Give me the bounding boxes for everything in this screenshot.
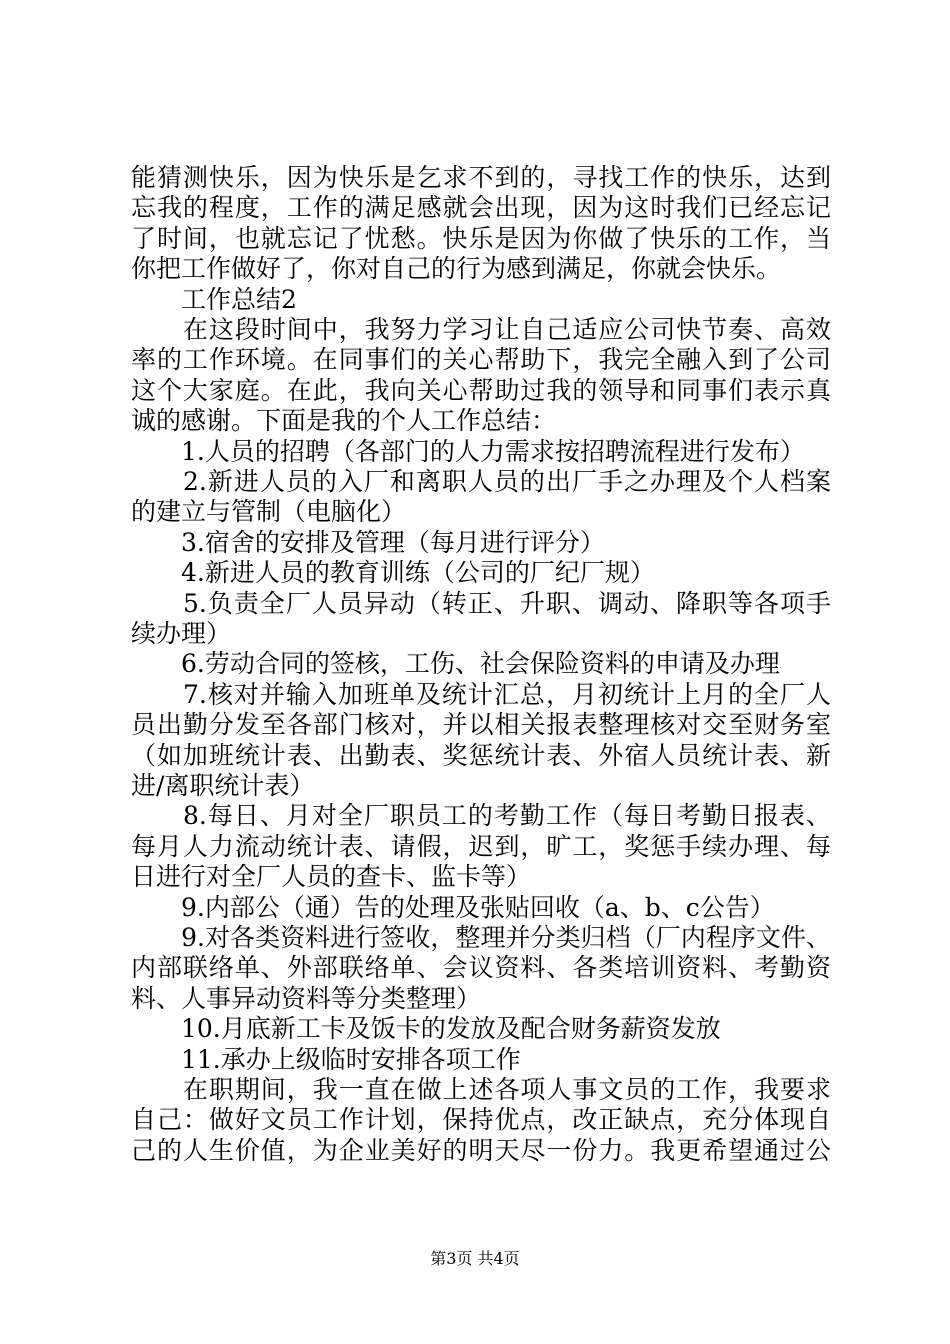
text-line: 6.劳动合同的签核，工伤、社会保险资料的申请及办理 [131, 649, 780, 679]
page-footer: 第3页 共4页 [430, 1249, 520, 1268]
text-line: 7.核对并输入加班单及统计汇总，月初统计上月的全厂人 [131, 679, 831, 709]
text-line: 9.对各类资料进行签收，整理并分类归档（厂内程序文件、 [131, 923, 831, 952]
text-line: 1.人员的招聘（各部门的人力需求按招聘流程进行发布） [131, 436, 805, 466]
text-line: 5.负责全厂人员异动（转正、升职、调动、降职等各项手 [131, 588, 831, 618]
text-line: 8.每日、月对全厂职员工的考勤工作（每日考勤日报表、 [131, 801, 831, 831]
text-line: 料、人事异动资料等分类整理） [131, 983, 482, 1013]
text-line: 能猜测快乐，因为快乐是乞求不到的，寻找工作的快乐，达到 [131, 163, 831, 192]
text-line: 了时间，也就忘记了忧愁。快乐是因为你做了快乐的工作，当 [131, 223, 831, 253]
text-line: 这个大家庭。在此，我向关心帮助过我的领导和同事们表示真 [131, 375, 831, 405]
text-line: 诚的感谢。下面是我的个人工作总结： [131, 406, 557, 436]
text-line: 的建立与管制（电脑化） [131, 497, 407, 527]
text-line: 2.新进人员的入厂和离职人员的出厂手之办理及个人档案 [131, 467, 831, 496]
text-line: 日进行对全厂人员的查卡、监卡等） [131, 862, 532, 892]
text-line: 自己：做好文员工作计划，保持优点，改正缺点，充分体现自 [131, 1105, 831, 1135]
text-line: 3.宿舍的安排及管理（每月进行评分） [131, 527, 605, 557]
text-line: 10.月底新工卡及饭卡的发放及配合财务薪资发放 [131, 1014, 721, 1044]
text-line: 内部联络单、外部联络单、会议资料、各类培训资料、考勤资 [131, 953, 831, 983]
text-line: 忘我的程度，工作的满足感就会出现，因为这时我们已经忘记 [131, 193, 831, 223]
text-line: 己的人生价值，为企业美好的明天尽一份力。我更希望通过公 [131, 1135, 831, 1165]
text-line: （如加班统计表、出勤表、奖惩统计表、外宿人员统计表、新 [131, 740, 831, 770]
text-line: 率的工作环境。在同事们的关心帮助下，我完全融入到了公司 [131, 345, 831, 375]
text-line: 进/离职统计表） [131, 771, 315, 800]
text-line: 你把工作做好了，你对自己的行为感到满足，你就会快乐。 [131, 254, 782, 284]
text-line: 4.新进人员的教育训练（公司的厂纪厂规） [131, 558, 655, 588]
text-line: 在职期间，我一直在做上述各项人事文员的工作，我要求 [131, 1075, 831, 1104]
text-line: 工作总结2 [131, 284, 297, 314]
text-line: 续办理） [131, 619, 232, 648]
text-line: 每月人力流动统计表、请假，迟到，旷工，奖惩手续办理、每 [131, 831, 831, 861]
text-line: 员出勤分发至各部门核对，并以相关报表整理核对交至财务室 [131, 710, 831, 740]
text-line: 11.承办上级临时安排各项工作 [131, 1044, 521, 1074]
text-line: 在这段时间中，我努力学习让自己适应公司快节奏、高效 [131, 315, 831, 344]
text-line: 9.内部公（通）告的处理及张贴回收（a、b、c公告） [131, 892, 775, 922]
